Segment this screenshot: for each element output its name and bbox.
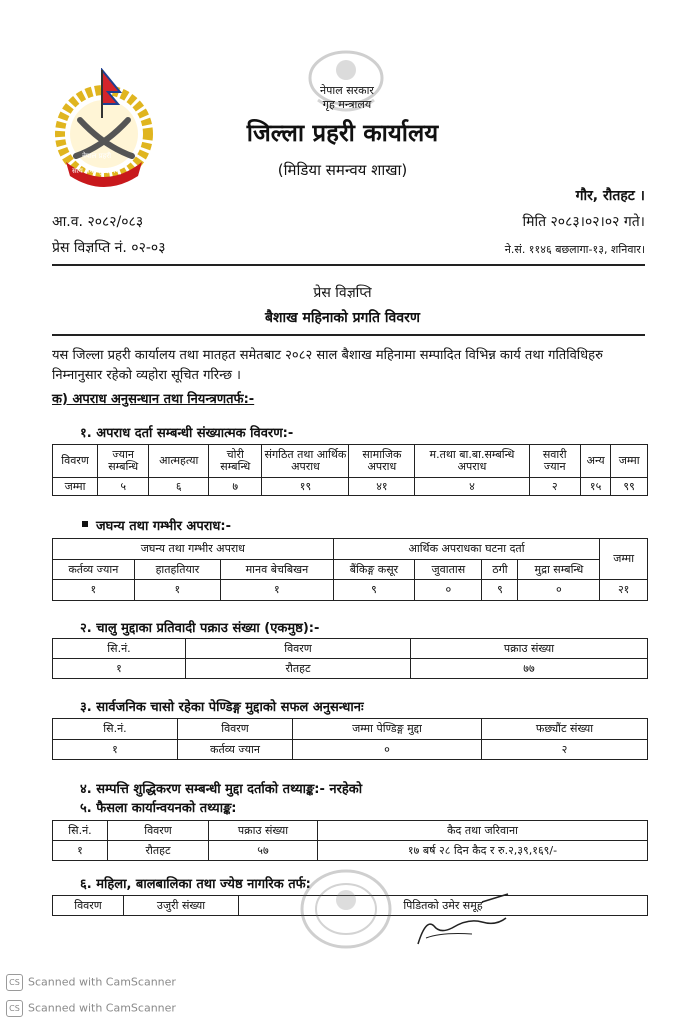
sec1-cell: ४१ [349,478,415,496]
camscanner-icon: CS [6,974,23,991]
logo-text-top: नेपाल प्रहरी [82,152,112,160]
signature [412,888,522,948]
serious-crime-table [52,538,648,601]
sec3-cell: ० [293,740,482,760]
sec3-header: जम्मा पेण्डिङ्ग मुद्दा [293,719,482,740]
sec3-cell: २ [482,740,648,760]
heading-divider [52,334,645,336]
press-number: प्रेस विज्ञप्ति नं. ०२-०३ [52,240,166,256]
sec1-header: सामाजिक अपराध [349,445,415,478]
sec1-header: संगठित तथा आर्थिक अपराध [262,445,349,478]
serious-cell: १ [134,580,221,601]
sec5-cell: १ [53,841,108,861]
nepal-police-logo [44,68,164,188]
scan-text-2: Scanned with CamScanner [28,1001,176,1015]
sec5-header: विवरण [108,821,209,841]
serious-cell: ० [518,580,600,601]
serious-header: मानव बेचबिखन [221,560,333,580]
header-divider [52,264,645,266]
nepal-sambat-date: ने.सं. ११४६ बछलागा-१३, शनिवार। [504,243,645,256]
serious-header: ठगी [482,560,518,580]
sec3-cell: कर्तव्य ज्यान [178,740,293,760]
serious-cell: ० [415,580,482,601]
sec1-cell: जम्मा [53,478,98,496]
sec5-title: ५. फैसला कार्यान्वयनको तथ्याङ्क: [80,801,237,816]
sec3-title: ३. सार्वजनिक चासो रहेका पेण्डिङ्ग मुद्दाको सफल अनुसन्धानः [80,700,364,715]
economic-group-header: आर्थिक अपराधका घटना दर्ता [333,539,600,560]
serious-header: जुवातास [415,560,482,580]
sec1-header: म.तथा बा.बा.सम्बन्धि अपराध [415,445,529,478]
serious-header: हातहतियार [134,560,221,580]
sec5-cell: १७ बर्ष २८ दिन कैद र रु.२,३९,१६९/- [318,841,648,861]
crime-registration-table [52,444,648,496]
sec1-cell: ६ [149,478,209,496]
sec1-header: जम्मा [611,445,648,478]
serious-cell: ९ [333,580,415,601]
section-ka-title: क) अपराध अनुसन्धान तथा नियन्त्रणतर्फ:- [52,392,255,407]
sec1-cell: ५ [98,478,149,496]
verdict-execution-table [52,820,648,861]
camscanner-icon: CS [6,1000,23,1017]
serious-cell: ९ [482,580,518,601]
sec6-header: उजुरी संख्या [124,896,239,916]
scan-watermark-1 [6,974,176,991]
sec2-cell: ७७ [411,659,648,679]
serious-total-header: जम्मा [600,539,648,580]
logo-text-bottom: सत्य सेवा सुरक्षणम् [72,167,120,175]
govt-line-1: नेपाल सरकार [320,84,374,97]
serious-header: बैंकिङ्ग कसूर [333,560,415,580]
sec6-header: विवरण [53,896,124,916]
sec1-header: ज्यान सम्बन्धि [98,445,149,478]
serious-title: जघन्य तथा गम्भीर अपराध:- [96,519,231,534]
location: गौर, रौतहट । [575,188,645,204]
sec1-header: विवरण [53,445,98,478]
serious-cell: १ [221,580,333,601]
sec2-header: विवरण [186,639,411,659]
pending-cases-table [52,718,648,760]
scan-watermark-2 [6,1000,176,1017]
govt-line-2: गृह मन्त्रालय [322,98,372,111]
sec1-cell: ४ [415,478,529,496]
serious-group-header: जघन्य तथा गम्भीर अपराध [53,539,334,560]
sec1-title: १. अपराध दर्ता सम्बन्धी संख्यात्मक विवरण:- [80,426,294,441]
bullet-square-icon [82,521,88,527]
sec1-cell: ७ [209,478,262,496]
sec1-cell: १९ [262,478,349,496]
sec1-header: सवारी ज्यान [529,445,580,478]
office-title: जिल्ला प्रहरी कार्यालय [246,119,439,147]
fiscal-year: आ.व. २०८२/०८३ [52,214,144,230]
sec2-title: २. चालु मुद्दाका प्रतिवादी पक्राउ संख्या (एकमुष्ठ):- [80,621,320,636]
sec3-header: सि.नं. [53,719,178,740]
office-stamp [298,866,394,952]
sec1-header: अन्य [580,445,610,478]
intro-paragraph: यस जिल्ला प्रहरी कार्यालय तथा मातहत समेतबाट २०८२ साल बैशाख महिनामा सम्पादित विभिन्न कार्य तथा गतिविधिहरु निम्नानुसार रहेको व्यहोरा सूचित गरिन्छ । [52,348,603,383]
sec1-cell: ९९ [611,478,648,496]
sec5-cell: रौतहट [108,841,209,861]
sec2-header: पक्राउ संख्या [411,639,648,659]
sec1-header: आत्महत्या [149,445,209,478]
sec2-header: सि.नं. [53,639,186,659]
office-subtitle: (मिडिया समन्वय शाखा) [277,161,408,179]
sec1-cell: १५ [580,478,610,496]
sec3-cell: १ [53,740,178,760]
arrest-table [52,638,648,679]
sec5-header: सि.नं. [53,821,108,841]
sec2-cell: १ [53,659,186,679]
sec1-cell: २ [529,478,580,496]
serious-cell: २१ [600,580,648,601]
sec4-title: ४. सम्पत्ति शुद्धिकरण सम्बन्धी मुद्दा दर्ताको तथ्याङ्क:- नरहेको [80,782,363,797]
sec3-header: विवरण [178,719,293,740]
report-heading: बैशाख महिनाको प्रगति विवरण [265,310,420,326]
sec6-header: पिडितको उमेर समूह [239,896,648,916]
press-heading: प्रेस विज्ञप्ति [313,285,372,301]
serious-header: मुद्रा सम्बन्धि [518,560,600,580]
sec5-header: पक्राउ संख्या [209,821,318,841]
sec2-cell: रौतहट [186,659,411,679]
serious-cell: १ [53,580,135,601]
sec1-header: चोरी सम्बन्धि [209,445,262,478]
sec6-title: ६. महिला, बालबालिका तथा ज्येष्ठ नागरिक तर्फ: [80,877,311,892]
sec5-header: कैद तथा जरिवाना [318,821,648,841]
serious-header: कर्तव्य ज्यान [53,560,135,580]
release-date: मिति २०८३।०२।०२ गते। [522,214,645,230]
sec3-header: फछ्यौंट संख्या [482,719,648,740]
scan-text-1: Scanned with CamScanner [28,975,176,989]
sec5-cell: ५७ [209,841,318,861]
